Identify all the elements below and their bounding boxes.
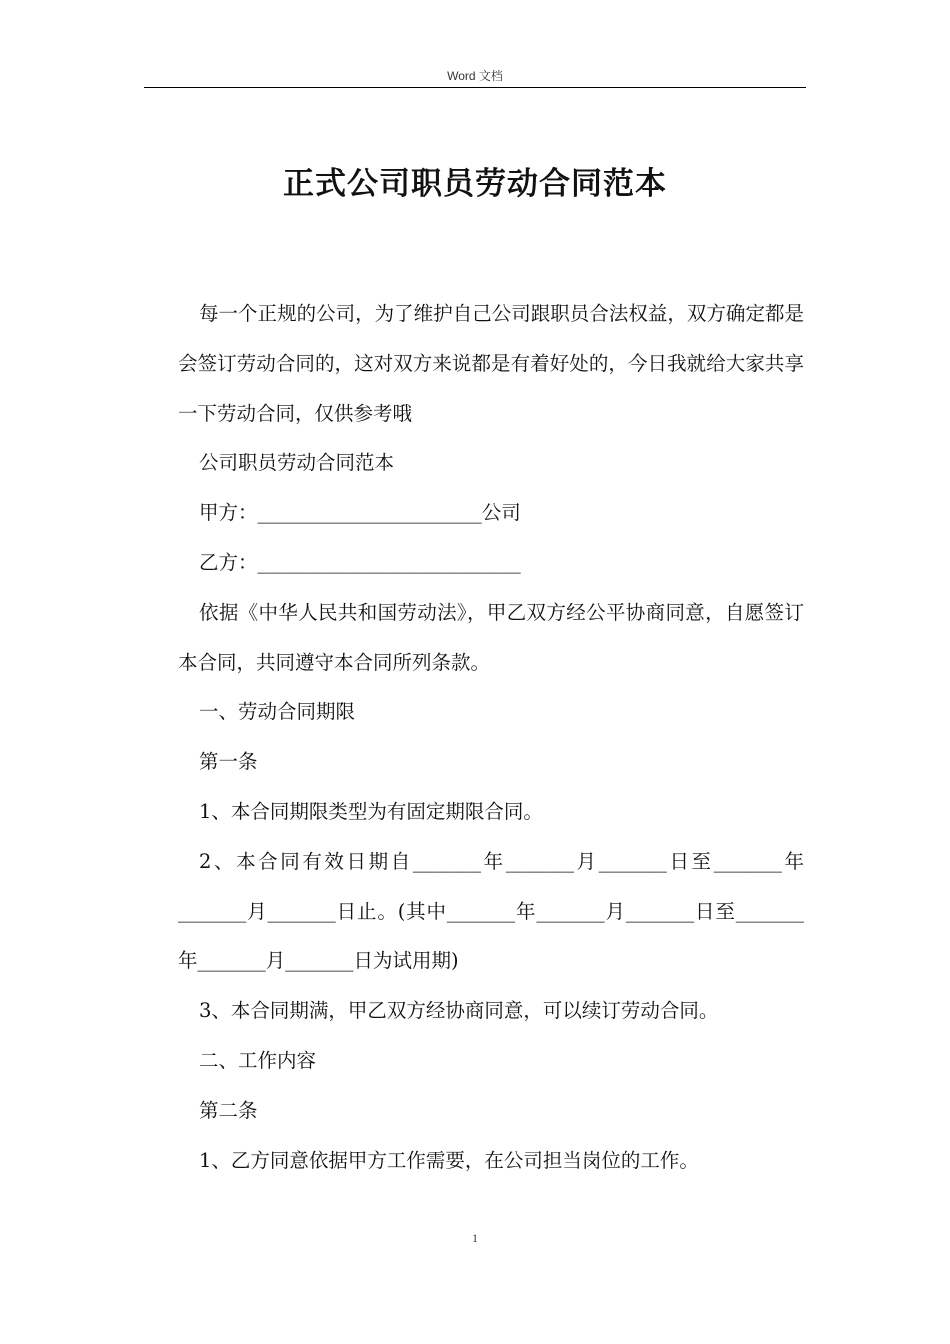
section-heading-term: 一、劳动合同期限 <box>199 700 356 724</box>
header-divider <box>144 87 806 88</box>
clause-1-1: 1、本合同期限类型为有固定期限合同。 <box>199 799 543 823</box>
page-number: 1 <box>472 1231 478 1245</box>
clause-1-3: 3、本合同期满，甲乙双方经协商同意，可以续订劳动合同。 <box>199 999 719 1023</box>
clause-1-2: 2、本合同有效日期自_______年_______月_______日至_______年_______月_______日止。(其中_______年_______月_______日至_______年_______月_______日为试用期) <box>178 849 804 973</box>
page-header: Word 文档 <box>447 69 503 83</box>
document-title: 正式公司职员劳动合同范本 <box>283 166 667 202</box>
clause-2-1: 1、乙方同意依据甲方工作需要，在公司担当岗位的工作。 <box>199 1148 699 1172</box>
section-heading-work: 二、工作内容 <box>199 1048 317 1072</box>
contract-heading: 公司职员劳动合同范本 <box>199 451 395 475</box>
party-a-line: 甲方：_______________________公司 <box>199 501 521 525</box>
party-b-line: 乙方：___________________________ <box>199 550 521 574</box>
intro-paragraph: 每一个正规的公司，为了维护自己公司跟职员合法权益，双方确定都是会签订劳动合同的，这对双方来说都是有着好处的，今日我就给大家共享一下劳动合同，仅供参考哦 <box>178 302 804 425</box>
legal-basis-paragraph: 依据《中华人民共和国劳动法》，甲乙双方经公平协商同意，自愿签订本合同，共同遵守本合同所列条款。 <box>178 600 804 674</box>
document-body <box>178 289 804 1185</box>
article-one-label: 第一条 <box>199 750 258 774</box>
article-two-label: 第二条 <box>199 1098 258 1122</box>
